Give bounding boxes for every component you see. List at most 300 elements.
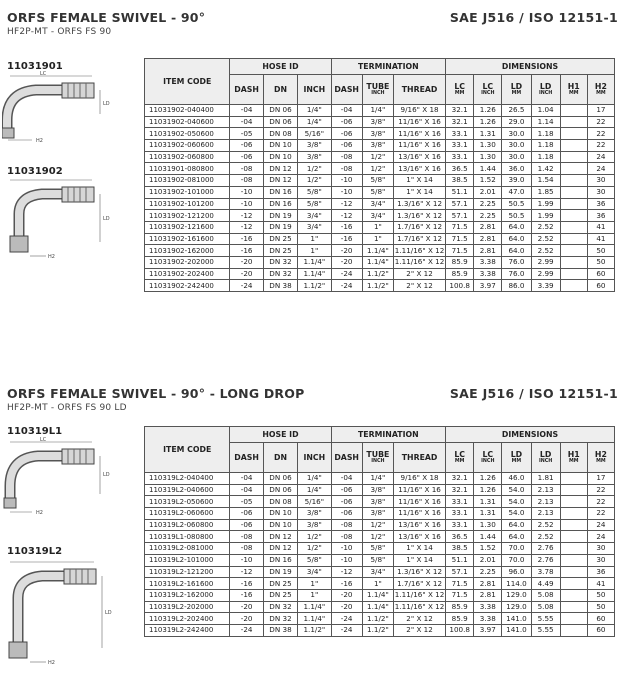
table-cell: 17 [587, 473, 614, 485]
table-cell: 1.1/4" [298, 613, 331, 625]
table-cell: 33.1 [446, 151, 474, 163]
table-cell: 5/8" [362, 175, 393, 187]
table-cell: 60 [587, 624, 614, 636]
table-row [145, 151, 615, 163]
table-cell: 1.7/16" X 12 [394, 233, 446, 245]
table-cell: 41 [587, 233, 614, 245]
table-cell: DN 08 [263, 128, 297, 140]
table-cell [560, 496, 587, 508]
table-cell: 1/4" [362, 105, 393, 117]
col-h2-mm: H2 MM [587, 75, 614, 105]
item-code-cell: 110319L2-060800 [145, 519, 230, 531]
table-cell: DN 10 [263, 508, 297, 520]
col-dash: DASH [230, 75, 263, 105]
table-cell: 1.1/4" [362, 601, 393, 613]
table-row [145, 624, 615, 636]
table-cell: 9/16" X 18 [394, 473, 446, 485]
table-cell: 3/8" [298, 140, 331, 152]
col-h1-mm: H1 MM [560, 75, 587, 105]
table-cell: 50.5 [502, 210, 531, 222]
table-cell: -06 [331, 128, 362, 140]
table-cell [560, 186, 587, 198]
table-cell: 30.0 [502, 140, 531, 152]
table-cell: DN 25 [263, 245, 297, 257]
table-cell: 2" X 12 [394, 280, 446, 292]
table-cell [560, 531, 587, 543]
table-cell: 1.14 [531, 116, 560, 128]
item-code-cell: 11031902-060600 [145, 140, 230, 152]
table-cell: -24 [331, 624, 362, 636]
table-cell: 36 [587, 210, 614, 222]
table-cell: 5.08 [531, 589, 560, 601]
table-cell: 24 [587, 519, 614, 531]
table-cell [560, 175, 587, 187]
table-cell: -12 [331, 210, 362, 222]
table-cell: DN 19 [263, 566, 297, 578]
col-lc-mm: LC MM [446, 75, 474, 105]
table-cell: 2.76 [531, 554, 560, 566]
table-cell: 5/8" [298, 186, 331, 198]
table-cell: 41 [587, 578, 614, 590]
table-cell: 36.0 [502, 163, 531, 175]
table-cell: -08 [230, 531, 263, 543]
table-cell: 11/16" X 16 [394, 508, 446, 520]
table-cell: -04 [230, 484, 263, 496]
table-cell [560, 554, 587, 566]
table-cell: -12 [230, 210, 263, 222]
table-cell: 2.13 [531, 484, 560, 496]
item-code-cell: 11031902-121200 [145, 210, 230, 222]
table-cell: 2.01 [474, 186, 502, 198]
table-cell: 11/16" X 16 [394, 128, 446, 140]
item-code-cell: 11031902-040600 [145, 116, 230, 128]
table-cell: 85.9 [446, 613, 474, 625]
table-cell: 1.1/2" [362, 268, 393, 280]
table-cell: 50.5 [502, 198, 531, 210]
item-code-cell: 11031901-080800 [145, 163, 230, 175]
table-cell: 1.04 [531, 105, 560, 117]
col-term-dash: DASH [331, 443, 362, 473]
table-cell: 2" X 12 [394, 268, 446, 280]
table-cell: -24 [331, 613, 362, 625]
table-cell: 57.1 [446, 566, 474, 578]
table-cell: 22 [587, 508, 614, 520]
col-group-termination: TERMINATION [331, 427, 446, 443]
table-cell: 86.0 [502, 280, 531, 292]
table-cell: -20 [331, 589, 362, 601]
table-cell: -10 [331, 554, 362, 566]
fitting-drawing [2, 436, 142, 522]
table-cell: 1/4" [298, 473, 331, 485]
table-row [145, 589, 615, 601]
table-cell: -16 [230, 589, 263, 601]
table-cell: DN 12 [263, 543, 297, 555]
table-cell [560, 566, 587, 578]
table-cell: 1.30 [474, 519, 502, 531]
table-row [145, 566, 615, 578]
table-cell: DN 32 [263, 613, 297, 625]
table-cell: 60 [587, 613, 614, 625]
col-tube: TUBE INCH [362, 443, 393, 473]
table-cell: 1" [298, 233, 331, 245]
table-cell: 1/4" [298, 105, 331, 117]
table-cell: 3.38 [474, 268, 502, 280]
table-cell: -16 [331, 221, 362, 233]
col-ld-inch: LD INCH [531, 75, 560, 105]
table-cell: 1.44 [474, 531, 502, 543]
table-cell: 71.5 [446, 245, 474, 257]
table-cell [560, 280, 587, 292]
table-cell: 1" [362, 221, 393, 233]
table-cell: 85.9 [446, 268, 474, 280]
table-cell: 30 [587, 186, 614, 198]
table-cell [560, 543, 587, 555]
table-cell: 1" [298, 589, 331, 601]
table-cell: 1.1/4" [362, 589, 393, 601]
table-cell: DN 19 [263, 210, 297, 222]
table-cell: 1.7/16" X 12 [394, 578, 446, 590]
table-cell: 5/8" [298, 554, 331, 566]
table-cell: 3/4" [298, 566, 331, 578]
table-cell: 2.13 [531, 508, 560, 520]
table-row [145, 140, 615, 152]
table-cell: 3.78 [531, 566, 560, 578]
table-cell: 1.99 [531, 198, 560, 210]
table-cell: 11/16" X 16 [394, 484, 446, 496]
table-cell: 3.38 [474, 601, 502, 613]
table-cell: 54.0 [502, 508, 531, 520]
svg-text:LC: LC [40, 437, 47, 443]
table-cell: -05 [230, 496, 263, 508]
table-cell: 1.54 [531, 175, 560, 187]
item-code-cell: 11031902-121600 [145, 221, 230, 233]
table-cell: 1.11/16" X 12 [394, 245, 445, 255]
table-cell: 5.55 [531, 613, 560, 625]
table-cell: 3/8" [362, 128, 393, 140]
figure-label: 110319L2 [7, 546, 63, 557]
table-cell: 71.5 [446, 589, 474, 601]
table-cell [560, 128, 587, 140]
table-cell: 1.26 [474, 473, 502, 485]
table-cell: -04 [230, 473, 263, 485]
table-cell: 70.0 [502, 543, 531, 555]
table-cell: -06 [331, 484, 362, 496]
table-cell: 1/2" [298, 543, 331, 555]
table-row [145, 496, 615, 508]
table-row [145, 531, 615, 543]
table-cell: -04 [230, 116, 263, 128]
item-code-cell: 110319L2-040600 [145, 484, 230, 496]
table-cell: 76.0 [502, 256, 531, 268]
item-code-cell: 11031902-060800 [145, 151, 230, 163]
table-row [145, 484, 615, 496]
table-cell: DN 06 [263, 105, 297, 117]
table-cell: DN 25 [263, 233, 297, 245]
table-cell: DN 10 [263, 519, 297, 531]
table-cell: 1.18 [531, 140, 560, 152]
table-cell: 1.52 [474, 543, 502, 555]
table-cell: 33.1 [446, 519, 474, 531]
table-cell: 5/16" [298, 496, 331, 508]
table-cell: 1.1/2" [362, 624, 393, 636]
table-cell: 2.25 [474, 198, 502, 210]
table-cell [560, 613, 587, 625]
table-cell: 2.52 [531, 245, 560, 257]
table-cell: 57.1 [446, 198, 474, 210]
col-group-hose-id: HOSE ID [230, 59, 331, 75]
table-cell: DN 12 [263, 531, 297, 543]
item-code-cell: 110319L2-162000 [145, 589, 230, 601]
table-cell: -10 [230, 186, 263, 198]
table-cell: -10 [230, 198, 263, 210]
table-cell: -24 [331, 280, 362, 292]
table-cell: -08 [331, 151, 362, 163]
table-cell: 1/2" [362, 531, 393, 543]
item-code-cell: 110319L2-161600 [145, 578, 230, 590]
table-cell: 1.18 [531, 128, 560, 140]
table-cell: 3/8" [298, 151, 331, 163]
spec-table [144, 426, 615, 637]
table-cell: 50 [587, 256, 614, 268]
section-standard: SAE J516 / ISO 12151-1 [449, 386, 618, 401]
table-cell: 60 [587, 268, 614, 280]
table-row [145, 473, 615, 485]
col-group-dimensions: DIMENSIONS [446, 427, 615, 443]
section-subtitle: HF2P-MT - ORFS FS 90 [7, 27, 112, 37]
table-cell: DN 19 [263, 221, 297, 233]
table-cell: -12 [331, 198, 362, 210]
table-cell: 46.0 [502, 473, 531, 485]
table-cell: 1.30 [474, 140, 502, 152]
table-cell: 38.5 [446, 543, 474, 555]
table-cell: 1/4" [298, 116, 331, 128]
table-cell: 24 [587, 151, 614, 163]
table-cell: 3/4" [362, 198, 393, 210]
table-row [145, 578, 615, 590]
table-cell: 32.1 [446, 484, 474, 496]
table-cell: 129.0 [502, 601, 531, 613]
table-cell: 2.76 [531, 543, 560, 555]
table-cell: 100.8 [446, 280, 474, 292]
table-cell: DN 25 [263, 589, 297, 601]
table-cell: 3.38 [474, 613, 502, 625]
table-cell: 64.0 [502, 233, 531, 245]
table-cell: 3/4" [298, 210, 331, 222]
table-cell: 64.0 [502, 531, 531, 543]
item-code-cell: 11031902-050600 [145, 128, 230, 140]
col-lc-inch: LC INCH [474, 75, 502, 105]
table-cell: 2.81 [474, 245, 502, 257]
table-row [145, 175, 615, 187]
table-cell: -08 [331, 163, 362, 175]
table-cell: 85.9 [446, 601, 474, 613]
table-cell: 3.39 [531, 280, 560, 292]
table-cell: -24 [230, 624, 263, 636]
table-cell: 29.0 [502, 116, 531, 128]
fitting-drawing [2, 556, 142, 666]
table-cell [560, 484, 587, 496]
table-cell: 64.0 [502, 245, 531, 257]
table-cell: -06 [331, 140, 362, 152]
col-ld-mm: LD MM [502, 443, 531, 473]
table-cell: 22 [587, 116, 614, 128]
table-cell: 1.31 [474, 496, 502, 508]
table-cell: -06 [331, 508, 362, 520]
table-cell: 1.26 [474, 105, 502, 117]
table-cell: 71.5 [446, 221, 474, 233]
col-lc-inch: LC INCH [474, 443, 502, 473]
table-cell: 32.1 [446, 116, 474, 128]
table-cell: 41 [587, 221, 614, 233]
item-code-cell: 110319L2-121200 [145, 566, 230, 578]
table-cell: 96.0 [502, 566, 531, 578]
table-cell: 141.0 [502, 613, 531, 625]
table-cell: 1/2" [298, 163, 331, 175]
table-row [145, 221, 615, 233]
table-row [145, 280, 615, 292]
table-cell [560, 221, 587, 233]
table-cell: DN 10 [263, 140, 297, 152]
table-cell: 2.25 [474, 566, 502, 578]
item-code-cell: 11031902-101000 [145, 186, 230, 198]
table-cell: 3/8" [362, 116, 393, 128]
table-cell: 1.1/4" [362, 245, 393, 257]
table-cell: 70.0 [502, 554, 531, 566]
table-row [145, 508, 615, 520]
table-cell: 33.1 [446, 508, 474, 520]
table-cell: -20 [230, 601, 263, 613]
item-code-cell: 11031902-202400 [145, 268, 230, 280]
table-cell: 1" [298, 578, 331, 590]
item-code-cell: 110319L2-242400 [145, 624, 230, 636]
col-dn: DN [263, 75, 297, 105]
table-cell: -16 [230, 578, 263, 590]
table-cell: 141.0 [502, 624, 531, 636]
table-cell: DN 12 [263, 175, 297, 187]
table-cell: 3/8" [362, 484, 393, 496]
table-cell: 24 [587, 163, 614, 175]
table-cell: 9/16" X 18 [394, 105, 446, 117]
item-code-cell: 110319L2-040400 [145, 473, 230, 485]
table-cell: 3/8" [298, 519, 331, 531]
table-cell: -24 [331, 268, 362, 280]
table-cell: 2.52 [531, 519, 560, 531]
table-cell: -20 [331, 256, 362, 268]
table-cell: 32.1 [446, 105, 474, 117]
table-cell: 17 [587, 105, 614, 117]
item-code-cell: 11031902-081000 [145, 175, 230, 187]
table-cell: 100.8 [446, 624, 474, 636]
table-row [145, 519, 615, 531]
table-row [145, 210, 615, 222]
table-cell [560, 116, 587, 128]
table-cell: DN 16 [263, 198, 297, 210]
table-row [145, 163, 615, 175]
table-cell: 2.99 [531, 256, 560, 268]
table-cell: 51.1 [446, 554, 474, 566]
table-cell: 1.1/2" [362, 613, 393, 625]
item-code-cell: 11031902-040400 [145, 105, 230, 117]
table-cell: 2.81 [474, 578, 502, 590]
col-group-dimensions: DIMENSIONS [446, 59, 615, 75]
table-cell: DN 25 [263, 578, 297, 590]
table-cell [560, 519, 587, 531]
table-cell: 2.13 [531, 496, 560, 508]
col-inch: INCH [298, 443, 331, 473]
item-code-cell: 110319L2-202000 [145, 601, 230, 613]
svg-text:H2: H2 [36, 510, 43, 516]
col-inch: INCH [298, 75, 331, 105]
table-cell: 1" [362, 233, 393, 245]
table-cell: -08 [230, 163, 263, 175]
table-cell: 22 [587, 128, 614, 140]
table-cell: -04 [331, 105, 362, 117]
table-cell: 3/8" [362, 140, 393, 152]
table-row [145, 268, 615, 280]
item-code-cell: 11031902-101200 [145, 198, 230, 210]
table-cell: 1.3/16" X 12 [394, 210, 446, 222]
table-cell: DN 38 [263, 624, 297, 636]
table-cell: DN 32 [263, 601, 297, 613]
table-cell: 33.1 [446, 128, 474, 140]
table-cell: -08 [230, 543, 263, 555]
table-cell: 1/2" [298, 531, 331, 543]
table-cell: -10 [331, 543, 362, 555]
table-row [145, 613, 615, 625]
table-cell: DN 38 [263, 280, 297, 292]
section-title: ORFS FEMALE SWIVEL - 90° [7, 10, 206, 25]
table-cell: 1" X 14 [394, 554, 446, 566]
table-row [145, 198, 615, 210]
table-cell: DN 06 [263, 116, 297, 128]
table-cell: 1.44 [474, 163, 502, 175]
table-cell: 1.11/16" X 12 [394, 601, 445, 611]
figure-label: 110319L1 [7, 426, 63, 437]
table-cell: 3/4" [362, 566, 393, 578]
col-h2-mm: H2 MM [587, 443, 614, 473]
table-cell: 129.0 [502, 589, 531, 601]
table-cell: 39.0 [502, 175, 531, 187]
table-cell: 3/8" [362, 508, 393, 520]
table-cell: 36 [587, 566, 614, 578]
table-cell: 30.0 [502, 128, 531, 140]
table-cell: 5/16" [298, 128, 331, 140]
table-cell: 1.3/16" X 12 [394, 566, 446, 578]
table-cell: 11/16" X 16 [394, 116, 446, 128]
table-cell: 1" X 14 [394, 543, 446, 555]
svg-text:H2: H2 [48, 660, 55, 666]
table-cell: 3/4" [362, 210, 393, 222]
item-code-cell: 110319L2-081000 [145, 543, 230, 555]
table-cell: 1/2" [362, 163, 393, 175]
col-item-code: ITEM CODE [145, 427, 230, 473]
col-ld-inch: LD INCH [531, 443, 560, 473]
table-cell: 2.99 [531, 268, 560, 280]
table-cell: 1.42 [531, 163, 560, 175]
table-cell: 5.08 [531, 601, 560, 613]
item-code-cell: 110319L2-202400 [145, 613, 230, 625]
table-cell: -04 [331, 473, 362, 485]
table-cell: 76.0 [502, 268, 531, 280]
table-cell: -20 [230, 613, 263, 625]
col-thread: THREAD [394, 443, 446, 473]
table-cell: -04 [230, 105, 263, 117]
table-cell: 3.38 [474, 256, 502, 268]
table-cell: 33.1 [446, 496, 474, 508]
table-cell: 13/16" X 16 [394, 531, 446, 543]
table-cell: -08 [230, 175, 263, 187]
col-ld-mm: LD MM [502, 75, 531, 105]
